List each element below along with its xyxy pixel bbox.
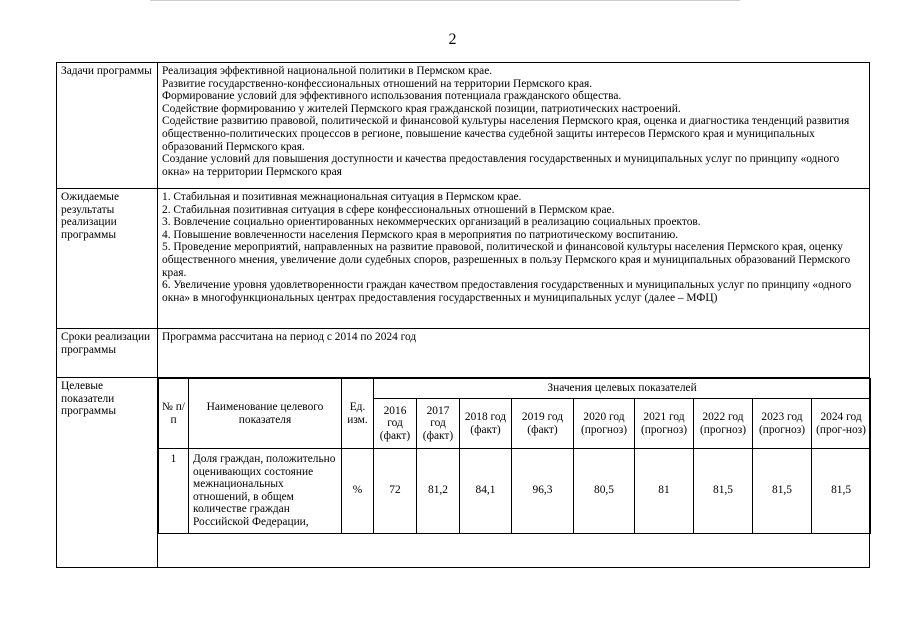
year-header: 2022 год (прогноз) bbox=[694, 399, 753, 449]
indicator-value: 81,5 bbox=[753, 449, 812, 534]
tasks-content bbox=[158, 63, 870, 189]
program-passport-table bbox=[56, 62, 870, 568]
year-header: 2016 год (факт) bbox=[374, 399, 417, 449]
year-header: 2020 год (прогноз) bbox=[574, 399, 635, 449]
year-header: 2017 год (факт) bbox=[417, 399, 460, 449]
terms-row bbox=[57, 329, 870, 378]
year-header: 2021 год (прогноз) bbox=[635, 399, 694, 449]
indicator-value: 81,5 bbox=[694, 449, 753, 534]
indicators-table bbox=[158, 378, 871, 534]
year-header: 2023 год (прогноз) bbox=[753, 399, 812, 449]
row-number: 1 bbox=[159, 449, 189, 534]
indicator-value: 96,3 bbox=[512, 449, 574, 534]
table-row bbox=[159, 449, 871, 534]
result-line: 1. Стабильная и позитивная межнациональная ситуация в Пермском крае. bbox=[162, 191, 522, 203]
col-unit-header: Ед. изм. bbox=[342, 379, 374, 449]
results-content bbox=[158, 189, 870, 329]
tasks-line: Содействие развитию правовой, политической и финансовой культуры населения Пермского края, оценка и диагностика тенденций развития общественно-политических процессов в регионе, повышение качества судебной защиты интересов Пермского края и муниципальных образований Пермского края. bbox=[162, 115, 850, 153]
indicator-value: 80,5 bbox=[574, 449, 635, 534]
indicators-header-top bbox=[159, 379, 871, 399]
results-label: Ожидаемые результаты реализации программы bbox=[57, 189, 158, 329]
terms-content: Программа рассчитана на период с 2014 по 2024 год bbox=[158, 329, 870, 378]
indicator-value: 84,1 bbox=[460, 449, 512, 534]
indicators-row bbox=[57, 378, 870, 568]
col-name-header: Наименование целевого показателя bbox=[189, 379, 342, 449]
results-row bbox=[57, 189, 870, 329]
year-header: 2019 год (факт) bbox=[512, 399, 574, 449]
result-line: 2. Стабильная позитивная ситуация в сфере конфессиональных отношений в Пермском крае. bbox=[162, 203, 615, 216]
result-line: 6. Увеличение уровня удовлетворенности граждан качеством предоставления государственных и муниципальных услуг по принципу «одного окна» в многофункциональных центрах предоставления государственных и муниципальных услуг (далее – МФЦ) bbox=[162, 279, 852, 304]
year-header: 2018 год (факт) bbox=[460, 399, 512, 449]
top-scan-edge bbox=[150, 0, 740, 2]
indicator-value: 81,5 bbox=[812, 449, 871, 534]
indicator-unit: % bbox=[342, 449, 374, 534]
col-num-header: № п/п bbox=[159, 379, 189, 449]
indicator-value: 81,2 bbox=[417, 449, 460, 534]
tasks-row bbox=[57, 63, 870, 189]
tasks-label: Задачи программы bbox=[57, 63, 158, 189]
indicator-value: 72 bbox=[374, 449, 417, 534]
indicators-content bbox=[158, 378, 870, 568]
tasks-line: Создание условий для повышения доступности и качества предоставления государственных и муниципальных услуг по принципу «одного окна» на территории Пермского края bbox=[162, 153, 840, 178]
result-line: 3. Вовлечение социально ориентированных некоммерческих организаций в реализацию социальных проектов. bbox=[162, 216, 701, 229]
result-line: 4. Повышение вовлеченности населения Пермского края в мероприятия по патриотическому воспитанию. bbox=[162, 228, 679, 241]
tasks-line: Содействие формированию у жителей Пермского края гражданской позиции, патриотических настроений. bbox=[162, 102, 681, 115]
result-line: 5. Проведение мероприятий, направленных на развитие правовой, политической и финансовой культуры населения Пермского края, оценку общественного мнения, увеличение доли судебных споров, разрешенных в пользу Пермского края и муниципальных образований Пермского края. bbox=[162, 241, 851, 279]
indicator-name: Доля граждан, положительно оценивающих состояние межнациональных отношений, в общем количестве граждан Российской Федерации, bbox=[189, 449, 342, 534]
indicators-label: Целевые показатели программы bbox=[57, 378, 158, 568]
indicator-value: 81 bbox=[635, 449, 694, 534]
page-number: 2 bbox=[448, 31, 457, 48]
tasks-line: Развитие государственно-конфессиональных отношений на территории Пермского края. bbox=[162, 77, 593, 90]
year-header: 2024 год (прог-ноз) bbox=[812, 399, 871, 449]
values-header: Значения целевых показателей bbox=[374, 379, 871, 399]
terms-label: Сроки реализации программы bbox=[57, 329, 158, 378]
tasks-line: Формирование условий для эффективного использования потенциала гражданского общества. bbox=[162, 90, 622, 103]
tasks-line: Реализация эффективной национальной политики в Пермском крае. bbox=[162, 65, 493, 77]
